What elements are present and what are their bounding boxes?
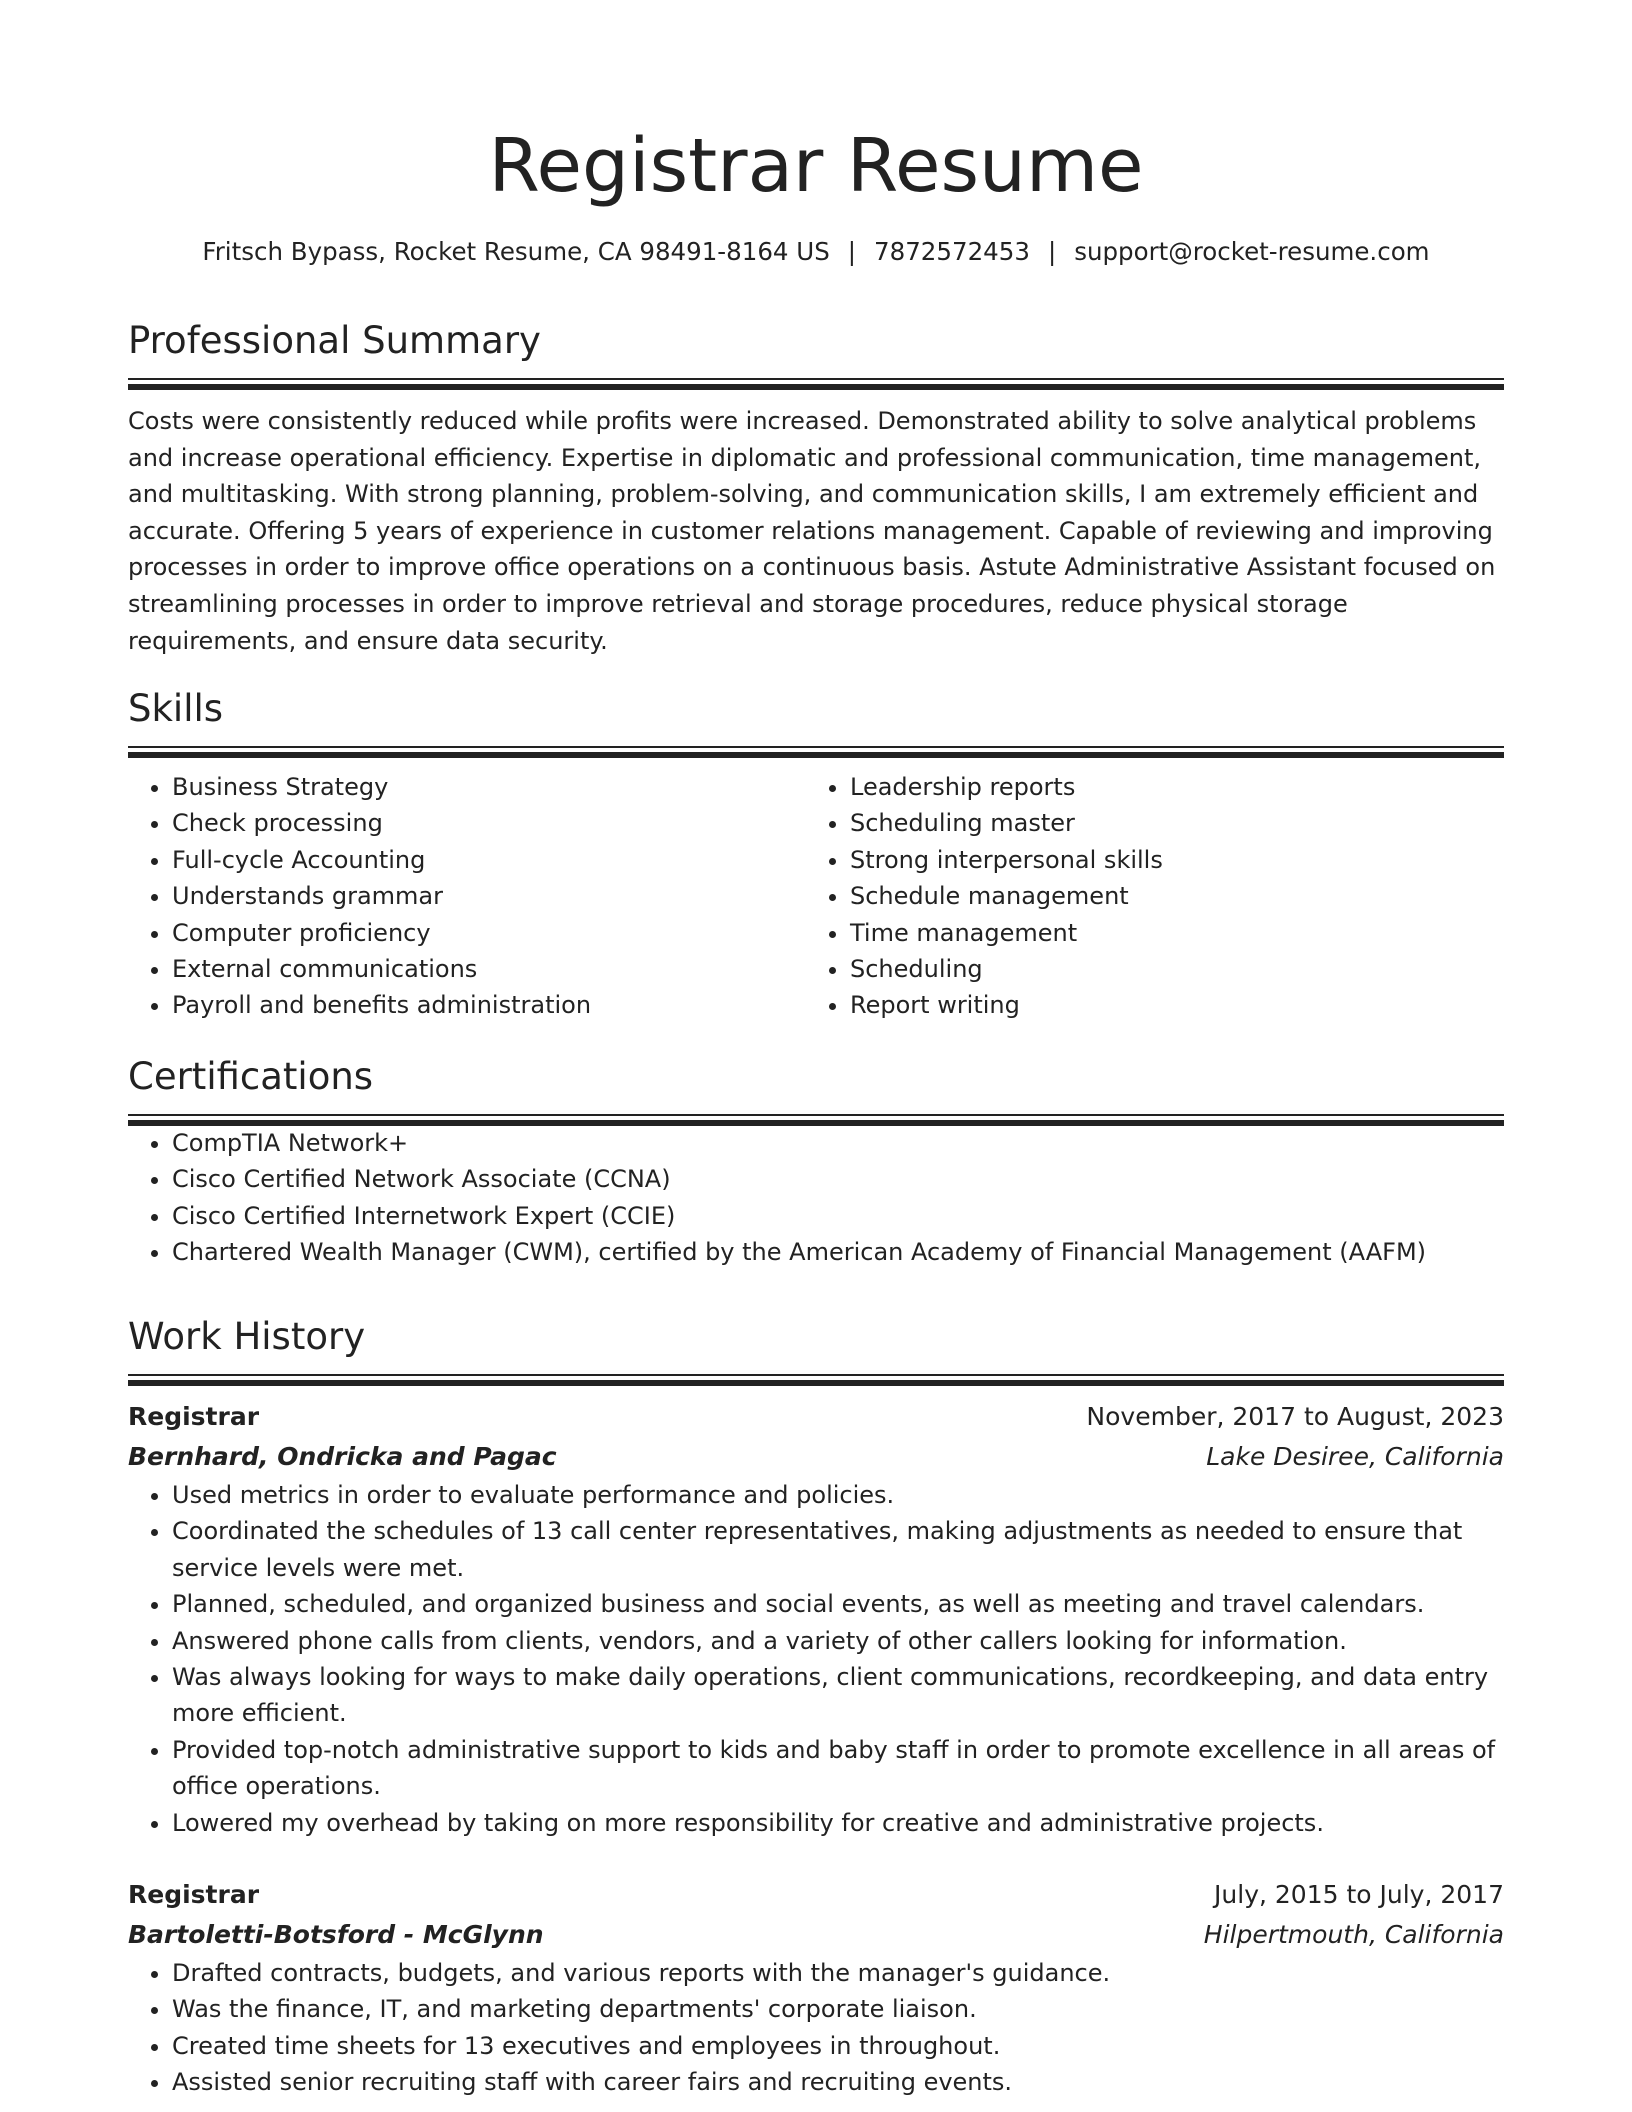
job-header-row bbox=[128, 1875, 1504, 1915]
section-heading-work-history: Work History bbox=[128, 1315, 366, 1358]
job-duty-item: • Was always looking for ways to make daily operations, client communications, recordkeeping, and data entry more efficient. bbox=[172, 1659, 1504, 1732]
contact-separator: | bbox=[847, 237, 857, 266]
skills-list-right bbox=[806, 769, 1484, 1024]
job-dates: November, 2017 to August, 2023 bbox=[1086, 1402, 1504, 1431]
job-duty-item: • Planned, scheduled, and organized business and social events, as well as meeting and travel calendars. bbox=[172, 1586, 1504, 1622]
job-header-row bbox=[128, 1397, 1504, 1437]
contact-line bbox=[128, 234, 1504, 270]
section-heading-summary: Professional Summary bbox=[128, 319, 541, 362]
job-duties-list bbox=[128, 1477, 1504, 1841]
skill-item: • Computer proficiency bbox=[172, 915, 806, 951]
skill-item: • Strong interpersonal skills bbox=[850, 842, 1484, 878]
section-heading-certifications: Certifications bbox=[128, 1055, 374, 1098]
job-company-row bbox=[128, 1915, 1504, 1955]
job-company-row bbox=[128, 1437, 1504, 1477]
certification-item: • Cisco Certified Internetwork Expert (CCIE) bbox=[172, 1198, 1504, 1234]
certifications-list bbox=[128, 1125, 1504, 1271]
skill-item: • Understands grammar bbox=[172, 878, 806, 914]
work-history-section bbox=[128, 1314, 1504, 2101]
professional-summary-section bbox=[128, 318, 1504, 659]
skills-column-left bbox=[128, 769, 806, 1024]
job-duty-item: • Lowered my overhead by taking on more responsibility for creative and administrative projects. bbox=[172, 1805, 1504, 1841]
summary-text: Costs were consistently reduced while profits were increased. Demonstrated ability to solve analytical problems and increase operational efficiency. Expertise in diplomatic and professional communication, time management, and multitasking. With strong planning, problem-solving, and communication skills, I am extremely efficient and accurate. Offering 5 years of experience in customer relations management. Capable of reviewing and improving processes in order to improve office operations on a continuous basis. Astute Administrative Assistant focused on streamlining processes in order to improve retrieval and storage procedures, reduce physical storage requirements, and ensure data security. bbox=[128, 407, 1496, 655]
skill-item: • Check processing bbox=[172, 805, 806, 841]
skill-item: • Report writing bbox=[850, 987, 1484, 1023]
contact-email: support@rocket-resume.com bbox=[1074, 237, 1430, 266]
section-divider bbox=[128, 746, 1504, 757]
skill-item: • Scheduling master bbox=[850, 805, 1484, 841]
section-heading-skills: Skills bbox=[128, 687, 224, 730]
job-duty-item: • Coordinated the schedules of 13 call center representatives, making adjustments as needed to ensure that service levels were met. bbox=[172, 1513, 1504, 1586]
skill-item: • Full-cycle Accounting bbox=[172, 842, 806, 878]
skill-item: • Leadership reports bbox=[850, 769, 1484, 805]
section-divider bbox=[128, 1114, 1504, 1125]
skill-item: • External communications bbox=[172, 951, 806, 987]
job-duties-list bbox=[128, 1955, 1504, 2101]
job-company: Bartoletti-Botsford - McGlynn bbox=[128, 1920, 544, 1950]
certification-item: • Cisco Certified Network Associate (CCNA) bbox=[172, 1161, 1504, 1197]
job-dates: July, 2015 to July, 2017 bbox=[1214, 1880, 1504, 1910]
job-entry bbox=[128, 1875, 1504, 2101]
job-duty-item: • Drafted contracts, budgets, and various reports with the manager's guidance. bbox=[172, 1955, 1504, 1991]
skill-item: • Time management bbox=[850, 915, 1484, 951]
job-duty-item: • Assisted senior recruiting staff with career fairs and recruiting events. bbox=[172, 2064, 1504, 2100]
certification-item: • Chartered Wealth Manager (CWM), certified by the American Academy of Financial Management (AAFM) bbox=[172, 1234, 1504, 1270]
job-duty-item: • Created time sheets for 13 executives and employees in throughout. bbox=[172, 2028, 1504, 2064]
resume-title: Registrar Resume bbox=[488, 123, 1144, 209]
contact-phone: 7872572453 bbox=[874, 237, 1030, 266]
skills-section bbox=[128, 686, 1504, 1024]
section-divider bbox=[128, 378, 1504, 389]
job-duty-item: • Provided top-notch administrative support to kids and baby staff in order to promote excellence in all areas of office operations. bbox=[172, 1732, 1504, 1805]
skills-column-right bbox=[806, 769, 1484, 1024]
skill-item: • Payroll and benefits administration bbox=[172, 987, 806, 1023]
skills-grid bbox=[128, 769, 1504, 1024]
job-title: Registrar bbox=[128, 1402, 260, 1431]
skill-item: • Schedule management bbox=[850, 878, 1484, 914]
certifications-section bbox=[128, 1054, 1504, 1271]
job-duty-item: • Answered phone calls from clients, vendors, and a variety of other callers looking for information. bbox=[172, 1623, 1504, 1659]
job-duty-item: • Used metrics in order to evaluate performance and policies. bbox=[172, 1477, 1504, 1513]
skills-list-left bbox=[128, 769, 806, 1024]
resume-page bbox=[128, 0, 1504, 2097]
job-location: Hilpertmouth, California bbox=[1203, 1920, 1504, 1950]
job-title: Registrar bbox=[128, 1880, 260, 1910]
job-company: Bernhard, Ondricka and Pagac bbox=[128, 1442, 557, 1471]
job-location: Lake Desiree, California bbox=[1206, 1442, 1504, 1471]
job-entry bbox=[128, 1397, 1504, 1841]
contact-address: Fritsch Bypass, Rocket Resume, CA 98491-8164 US bbox=[202, 237, 830, 266]
skill-item: • Scheduling bbox=[850, 951, 1484, 987]
skill-item: • Business Strategy bbox=[172, 769, 806, 805]
contact-separator: | bbox=[1047, 237, 1057, 266]
certification-item: • CompTIA Network+ bbox=[172, 1125, 1504, 1161]
job-duty-item: • Was the finance, IT, and marketing departments' corporate liaison. bbox=[172, 1991, 1504, 2027]
section-divider bbox=[128, 1374, 1504, 1385]
